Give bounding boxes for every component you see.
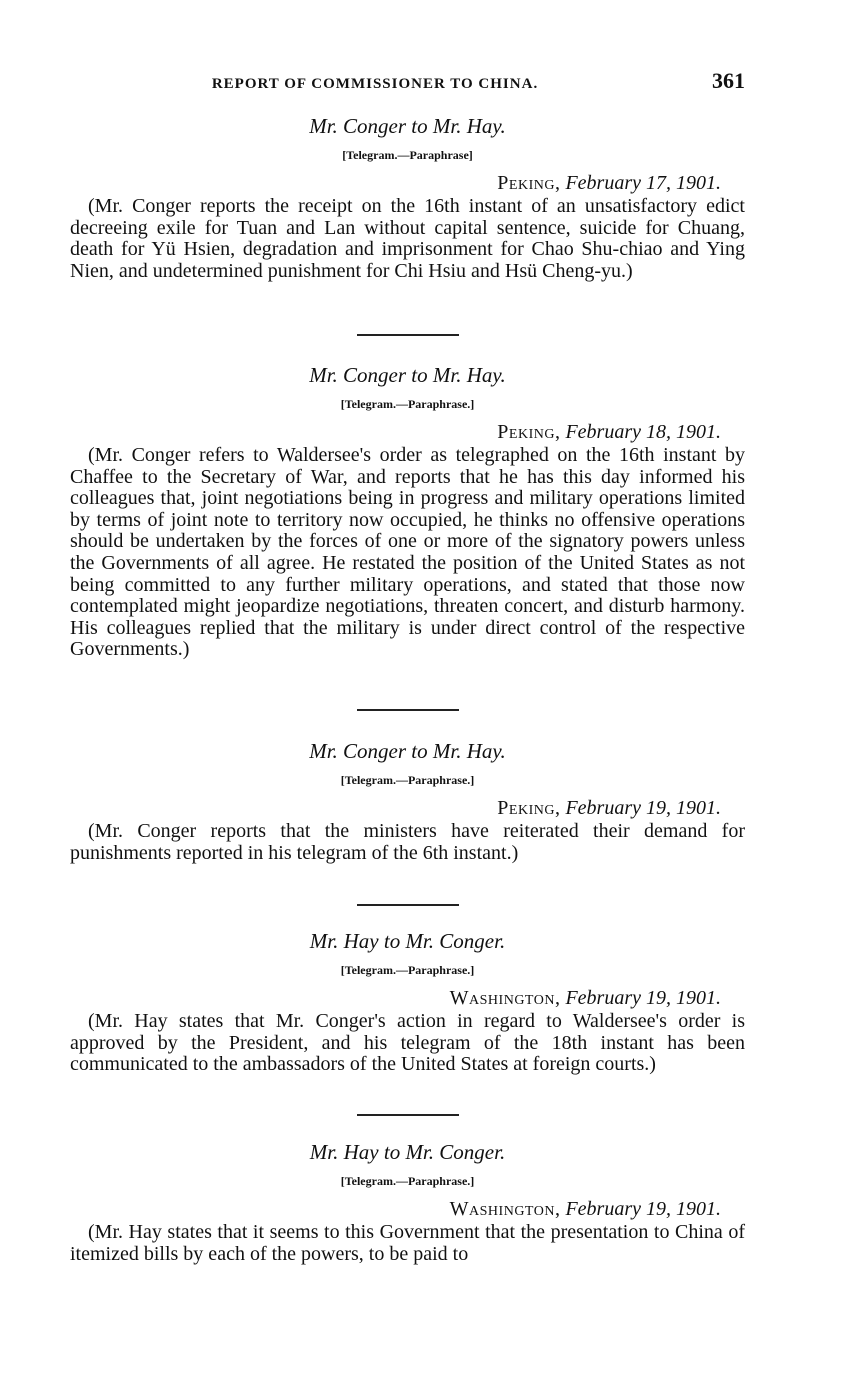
telegram-entry — [70, 112, 745, 282]
entry-body: (Mr. Hay states that Mr. Conger's action in regard to Waldersee's order is approved by the President, and his telegram of the 18th instant has been communicated to the ambassadors of the United States at foreign courts.) — [70, 1010, 745, 1076]
entry-dateline — [70, 985, 745, 1011]
entry-body: (Mr. Conger reports that the ministers have reiterated their demand for punishments reported in his telegram of the 6th instant.) — [70, 820, 745, 864]
running-title: REPORT OF COMMISSIONER TO CHINA. — [211, 76, 539, 92]
entry-dateline — [70, 795, 745, 821]
entry-place: Washington, — [449, 987, 561, 1009]
entry-place: Washington, — [449, 1198, 561, 1220]
entry-heading: Mr. Conger to Mr. Hay. — [309, 363, 506, 387]
entry-subheading: [Telegram.—Paraphrase.] — [340, 963, 475, 977]
entry-date: February 18, 1901. — [565, 421, 721, 443]
entry-dateline — [70, 1196, 745, 1222]
entry-heading: Mr. Hay to Mr. Conger. — [309, 1140, 506, 1164]
entry-date: February 19, 1901. — [565, 987, 721, 1009]
entry-dateline — [70, 419, 745, 445]
section-divider — [357, 1114, 459, 1116]
entry-heading: Mr. Hay to Mr. Conger. — [309, 929, 506, 953]
telegram-entry — [70, 737, 745, 864]
entry-date: February 17, 1901. — [565, 172, 721, 194]
entry-heading: Mr. Conger to Mr. Hay. — [309, 739, 506, 763]
page-number: 361 — [712, 68, 745, 93]
entry-subheading: [Telegram.—Paraphrase] — [342, 148, 473, 162]
running-head — [70, 68, 745, 98]
entry-body: (Mr. Conger refers to Waldersee's order as telegraphed on the 16th instant by Chaffee to the Secretary of War, and reports that he has this day informed his colleagues that, joint negotiations being in progress and military operations limited by terms of joint note to territory now occupied, he thinks no offensive operations should be undertaken by the forces of one or more of the signatory powers unless the Governments of all agree. He restated the position of the United States as not being committed to any further military operations, and stated that those now contemplated might jeopardize negotiations, threaten concert, and disturb harmony. His colleagues replied that the military is under direct control of the respective Governments.) — [70, 444, 745, 661]
entry-heading: Mr. Conger to Mr. Hay. — [309, 114, 506, 138]
section-divider — [357, 904, 459, 906]
entry-date: February 19, 1901. — [565, 1198, 721, 1220]
entry-body: (Mr. Conger reports the receipt on the 16th instant of an unsatisfactory edict decreeing exile for Tuan and Lan without capital sentence, suicide for Chuang, death for Yü Hsien, degradation and imprisonment for Chao Shu-chiao and Ying Nien, and undetermined punishment for Chi Hsiu and Hsü Cheng-yu.) — [70, 195, 745, 282]
entry-date: February 19, 1901. — [565, 797, 721, 819]
entry-place: Peking, — [497, 797, 561, 819]
entry-place: Peking, — [497, 172, 561, 194]
telegram-entry — [70, 361, 745, 661]
entry-subheading: [Telegram.—Paraphrase.] — [340, 773, 475, 787]
entry-place: Peking, — [497, 421, 561, 443]
entry-body: (Mr. Hay states that it seems to this Government that the presentation to China of itemized bills by each of the powers, to be paid to — [70, 1221, 745, 1265]
entry-subheading: [Telegram.—Paraphrase.] — [340, 397, 475, 411]
entry-subheading: [Telegram.—Paraphrase.] — [340, 1174, 475, 1188]
telegram-entry — [70, 1138, 745, 1265]
section-divider — [357, 709, 459, 711]
section-divider — [357, 334, 459, 336]
telegram-entry — [70, 927, 745, 1076]
entry-dateline — [70, 170, 745, 196]
